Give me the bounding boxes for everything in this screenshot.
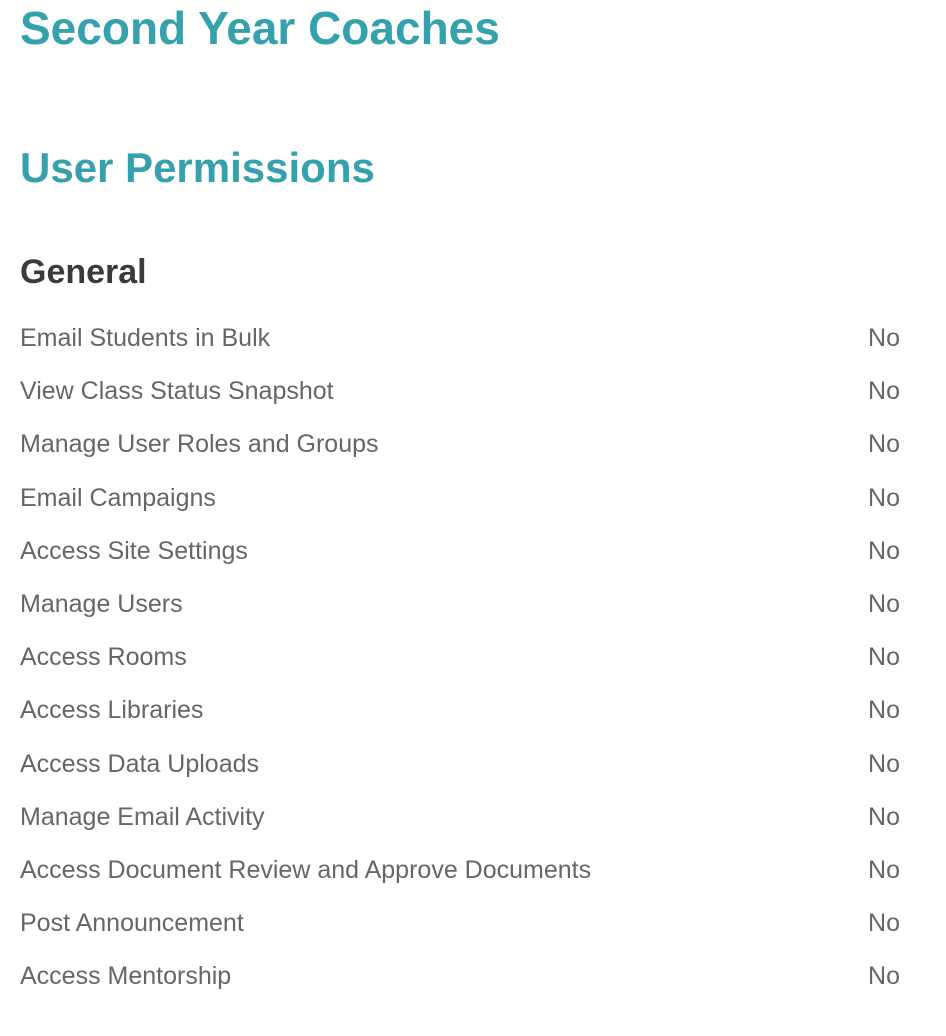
permission-label: Manage User Roles and Groups (20, 430, 379, 459)
permission-row (20, 684, 900, 737)
permission-value: No (868, 855, 900, 884)
permission-value: No (868, 643, 900, 672)
permission-row (20, 897, 900, 950)
permission-label: Manage Users (20, 590, 183, 619)
permission-value: No (868, 802, 900, 831)
permission-label: Manage Email Activity (20, 802, 265, 831)
permission-label: Access Mentorship (20, 962, 232, 991)
permission-value: No (868, 324, 900, 353)
permission-value: No (868, 962, 900, 991)
permission-row (20, 844, 900, 897)
permission-value: No (868, 536, 900, 565)
permission-value: No (868, 430, 900, 459)
permission-value: No (868, 909, 900, 938)
permission-label: Post Announcement (20, 909, 244, 938)
permission-value: No (868, 377, 900, 406)
permission-row (20, 365, 900, 418)
permission-row (20, 312, 900, 365)
permission-label: Email Campaigns (20, 483, 216, 512)
permission-label: Access Site Settings (20, 536, 248, 565)
permission-list (20, 312, 900, 1003)
group-title: Second Year Coaches (20, 2, 500, 54)
permission-row (20, 791, 900, 844)
permission-row (20, 738, 900, 791)
permission-label: Email Students in Bulk (20, 324, 271, 353)
permission-row (20, 950, 900, 1003)
category-title: General (20, 253, 147, 291)
permission-label: Access Data Uploads (20, 749, 260, 778)
permission-value: No (868, 590, 900, 619)
permission-row (20, 578, 900, 631)
permission-row (20, 525, 900, 578)
permission-row (20, 631, 900, 684)
permission-row (20, 472, 900, 525)
permission-label: View Class Status Snapshot (20, 377, 334, 406)
section-title: User Permissions (20, 144, 375, 191)
permission-label: Access Rooms (20, 643, 187, 672)
permission-row (20, 418, 900, 471)
permission-value: No (868, 696, 900, 725)
permission-label: Access Document Review and Approve Documents (20, 855, 592, 884)
permission-value: No (868, 749, 900, 778)
permission-value: No (868, 483, 900, 512)
permission-label: Access Libraries (20, 696, 204, 725)
